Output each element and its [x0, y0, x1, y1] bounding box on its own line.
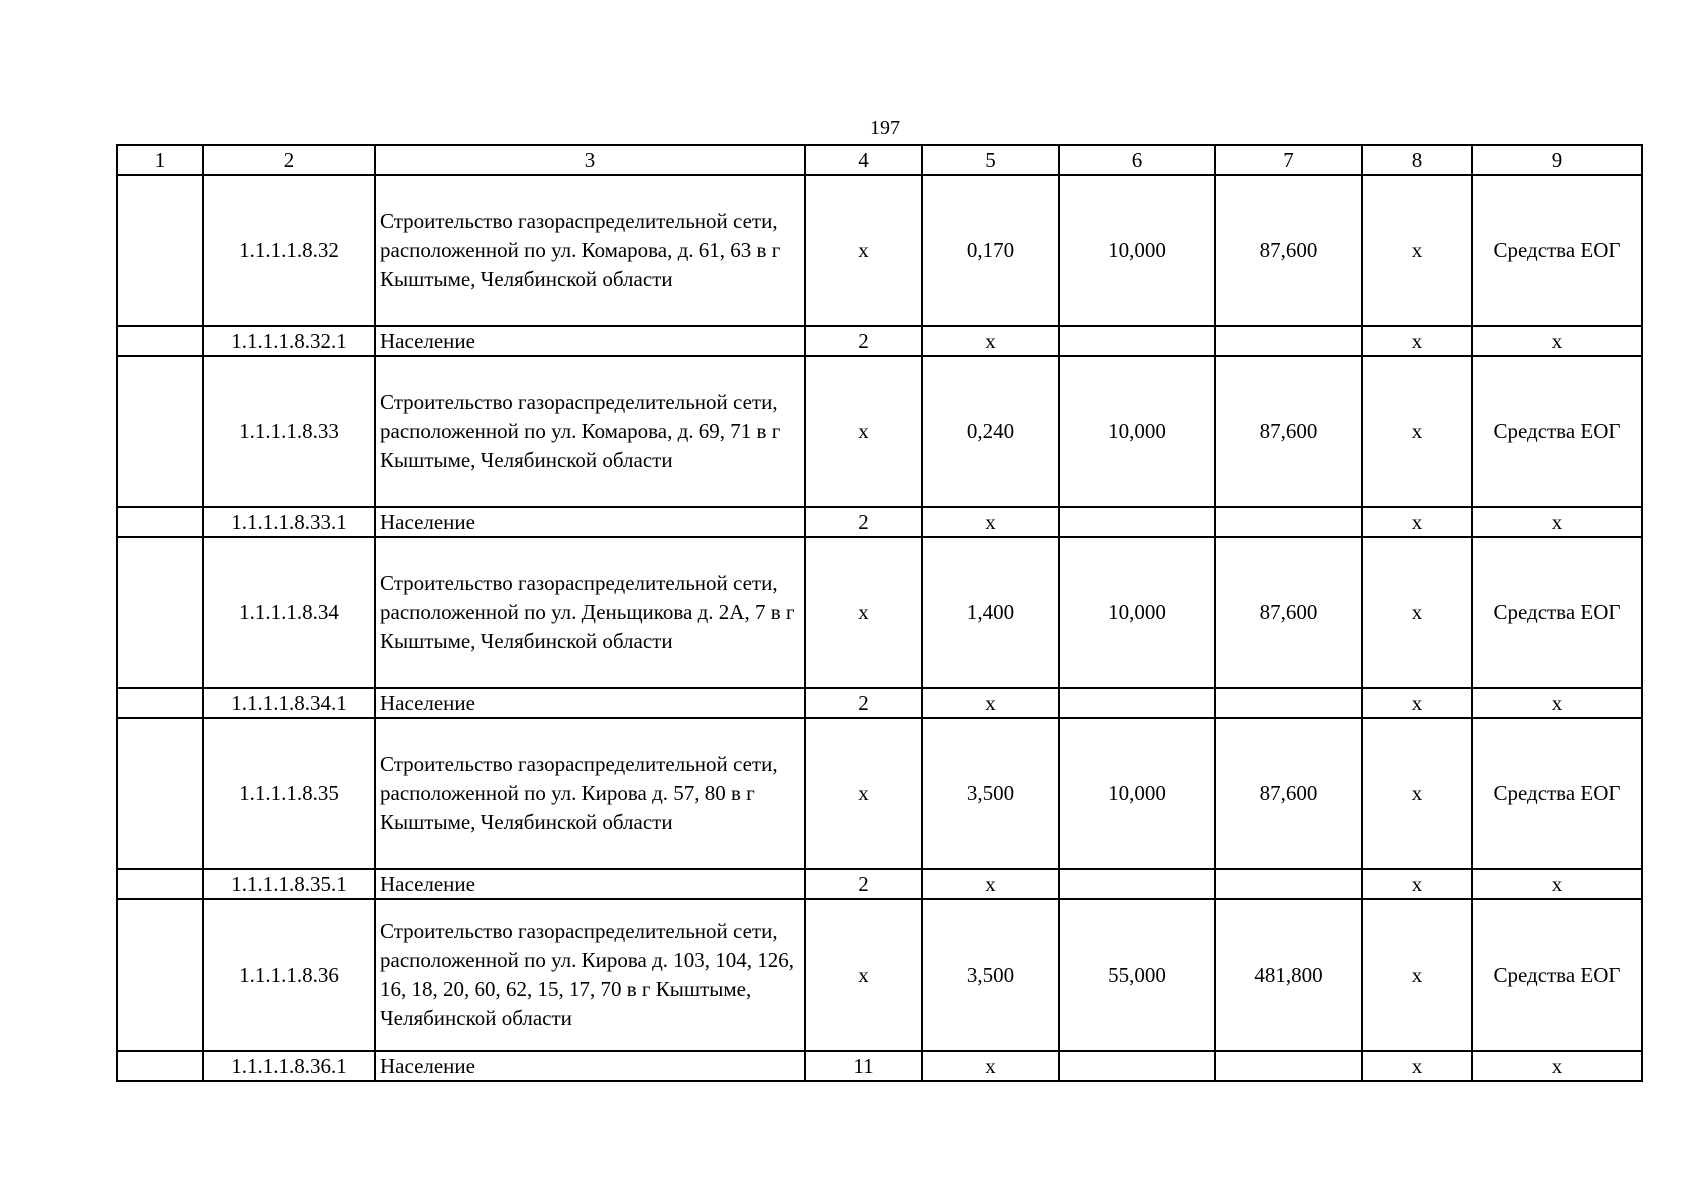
cell-col7: 87,600 [1215, 175, 1362, 326]
cell-col8: х [1362, 326, 1472, 356]
cell-funding: х [1472, 869, 1642, 899]
cell-code: 1.1.1.1.8.35.1 [203, 869, 375, 899]
cell-col7: 481,800 [1215, 899, 1362, 1051]
column-header-5: 5 [922, 145, 1059, 175]
cell-col4: 2 [805, 688, 922, 718]
table-row [117, 507, 1642, 537]
table-row [117, 326, 1642, 356]
cell-col1 [117, 869, 203, 899]
cell-description: Население [375, 1051, 805, 1081]
table-row [117, 688, 1642, 718]
cell-code: 1.1.1.1.8.35 [203, 718, 375, 869]
cell-col5: 3,500 [922, 899, 1059, 1051]
cell-col8: х [1362, 899, 1472, 1051]
cell-code: 1.1.1.1.8.34 [203, 537, 375, 688]
cell-col4: х [805, 356, 922, 507]
cell-col1 [117, 507, 203, 537]
table-row [117, 869, 1642, 899]
cell-col7 [1215, 507, 1362, 537]
cell-code: 1.1.1.1.8.33 [203, 356, 375, 507]
cell-col1 [117, 175, 203, 326]
data-table [116, 144, 1643, 1082]
cell-col8: х [1362, 718, 1472, 869]
cell-col4: х [805, 718, 922, 869]
cell-col5: х [922, 326, 1059, 356]
cell-col1 [117, 1051, 203, 1081]
column-header-2: 2 [203, 145, 375, 175]
cell-col4: 11 [805, 1051, 922, 1081]
cell-col5: 0,240 [922, 356, 1059, 507]
cell-col8: х [1362, 688, 1472, 718]
cell-description: Строительство газораспределительной сети, расположенной по ул. Кирова д. 57, 80 в г Кыштыме, Челябинской области [375, 718, 805, 869]
cell-col6 [1059, 869, 1215, 899]
cell-col4: х [805, 537, 922, 688]
cell-funding: Средства ЕОГ [1472, 175, 1642, 326]
cell-funding: х [1472, 507, 1642, 537]
cell-col7 [1215, 688, 1362, 718]
cell-funding: Средства ЕОГ [1472, 899, 1642, 1051]
page-number: 197 [870, 117, 900, 139]
table-row [117, 356, 1642, 507]
cell-col7 [1215, 326, 1362, 356]
cell-code: 1.1.1.1.8.36.1 [203, 1051, 375, 1081]
cell-col6: 10,000 [1059, 175, 1215, 326]
cell-col6 [1059, 688, 1215, 718]
cell-col7 [1215, 869, 1362, 899]
cell-description: Население [375, 507, 805, 537]
cell-col1 [117, 899, 203, 1051]
cell-col5: 3,500 [922, 718, 1059, 869]
cell-col5: х [922, 869, 1059, 899]
cell-description: Строительство газораспределительной сети, расположенной по ул. Комарова, д. 69, 71 в г Кыштыме, Челябинской области [375, 356, 805, 507]
cell-col6 [1059, 326, 1215, 356]
cell-code: 1.1.1.1.8.36 [203, 899, 375, 1051]
cell-description: Строительство газораспределительной сети, расположенной по ул. Комарова, д. 61, 63 в г Кыштыме, Челябинской области [375, 175, 805, 326]
cell-col7 [1215, 1051, 1362, 1081]
column-header-6: 6 [1059, 145, 1215, 175]
cell-col4: 2 [805, 869, 922, 899]
cell-funding: х [1472, 688, 1642, 718]
column-header-8: 8 [1362, 145, 1472, 175]
cell-funding: Средства ЕОГ [1472, 537, 1642, 688]
cell-col4: х [805, 175, 922, 326]
cell-col8: х [1362, 869, 1472, 899]
cell-col1 [117, 326, 203, 356]
cell-col5: 1,400 [922, 537, 1059, 688]
cell-col6 [1059, 1051, 1215, 1081]
cell-col1 [117, 356, 203, 507]
cell-description: Строительство газораспределительной сети, расположенной по ул. Кирова д. 103, 104, 126, 16, 18, 20, 60, 62, 15, 17, 70 в г Кыштыме, Челябинской области [375, 899, 805, 1051]
column-header-1: 1 [117, 145, 203, 175]
cell-description: Население [375, 688, 805, 718]
cell-description: Строительство газораспределительной сети, расположенной по ул. Деньщикова д. 2А, 7 в г Кыштыме, Челябинской области [375, 537, 805, 688]
cell-funding: Средства ЕОГ [1472, 718, 1642, 869]
cell-col6: 10,000 [1059, 537, 1215, 688]
cell-description: Население [375, 326, 805, 356]
cell-funding: х [1472, 326, 1642, 356]
cell-col1 [117, 718, 203, 869]
cell-col6: 55,000 [1059, 899, 1215, 1051]
cell-col8: х [1362, 356, 1472, 507]
cell-col7: 87,600 [1215, 537, 1362, 688]
cell-col8: х [1362, 1051, 1472, 1081]
cell-col7: 87,600 [1215, 356, 1362, 507]
cell-col4: х [805, 899, 922, 1051]
table-header-row [117, 145, 1642, 175]
cell-col6: 10,000 [1059, 718, 1215, 869]
table-row [117, 1051, 1642, 1081]
cell-funding: Средства ЕОГ [1472, 356, 1642, 507]
table-row [117, 175, 1642, 326]
cell-description: Население [375, 869, 805, 899]
cell-col4: 2 [805, 326, 922, 356]
cell-col4: 2 [805, 507, 922, 537]
cell-col6 [1059, 507, 1215, 537]
cell-code: 1.1.1.1.8.32 [203, 175, 375, 326]
cell-col1 [117, 537, 203, 688]
table-row [117, 718, 1642, 869]
cell-code: 1.1.1.1.8.33.1 [203, 507, 375, 537]
column-header-4: 4 [805, 145, 922, 175]
cell-col7: 87,600 [1215, 718, 1362, 869]
cell-code: 1.1.1.1.8.34.1 [203, 688, 375, 718]
table-row [117, 899, 1642, 1051]
cell-col8: х [1362, 537, 1472, 688]
cell-col5: х [922, 1051, 1059, 1081]
cell-code: 1.1.1.1.8.32.1 [203, 326, 375, 356]
cell-col5: 0,170 [922, 175, 1059, 326]
cell-col5: х [922, 688, 1059, 718]
cell-col8: х [1362, 175, 1472, 326]
column-header-9: 9 [1472, 145, 1642, 175]
table-row [117, 537, 1642, 688]
column-header-7: 7 [1215, 145, 1362, 175]
cell-funding: х [1472, 1051, 1642, 1081]
cell-col1 [117, 688, 203, 718]
cell-col5: х [922, 507, 1059, 537]
cell-col6: 10,000 [1059, 356, 1215, 507]
column-header-3: 3 [375, 145, 805, 175]
cell-col8: х [1362, 507, 1472, 537]
